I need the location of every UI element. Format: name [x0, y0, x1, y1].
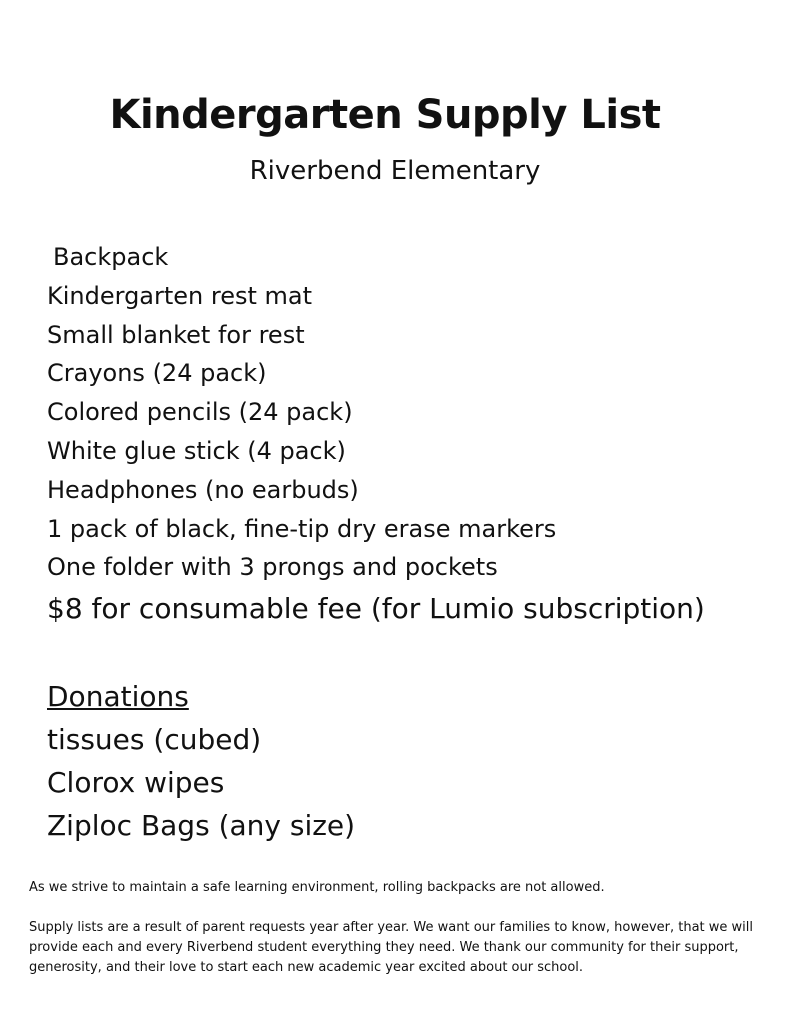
donation-list: [47, 718, 355, 847]
donations-heading: Donations: [47, 680, 189, 713]
supply-item-colored-pencils: Colored pencils (24 pack): [47, 398, 353, 427]
donation-item-clorox-wipes: Clorox wipes: [47, 766, 225, 799]
donations-section: [47, 676, 355, 847]
supply-item-blanket: Small blanket for rest: [47, 320, 305, 349]
supply-item-glue-stick: White glue stick (4 pack): [47, 436, 346, 465]
supply-item-consumable-fee: $8 for consumable fee (for Lumio subscription): [47, 592, 705, 626]
donation-item-ziploc-bags: Ziploc Bags (any size): [47, 809, 356, 842]
note-supply-requests: Supply lists are a result of parent requests year after year. We want our families to know, however, that we will provide each and every Riverbend student everything they need. We thank our community for their support, generosity, and their love to start each new academic year excited about our school.: [29, 920, 754, 975]
supply-item-rest-mat: Kindergarten rest mat: [47, 281, 313, 310]
supply-item-crayons: Crayons (24 pack): [47, 359, 267, 388]
page-title: Kindergarten Supply List: [109, 92, 661, 138]
supply-item-dry-erase-markers: 1 pack of black, fine-tip dry erase markers: [47, 514, 557, 543]
donation-item-tissues: tissues (cubed): [47, 723, 262, 756]
supply-item-headphones: Headphones (no earbuds): [47, 475, 359, 504]
supply-list: [47, 238, 705, 629]
notes-section: [29, 878, 769, 978]
note-rolling-backpacks: As we strive to maintain a safe learning environment, rolling backpacks are not allowed.: [29, 880, 605, 895]
supply-item-backpack: Backpack: [53, 243, 169, 271]
school-name: Riverbend Elementary: [249, 156, 541, 186]
supply-item-folder: One folder with 3 prongs and pockets: [47, 553, 498, 582]
